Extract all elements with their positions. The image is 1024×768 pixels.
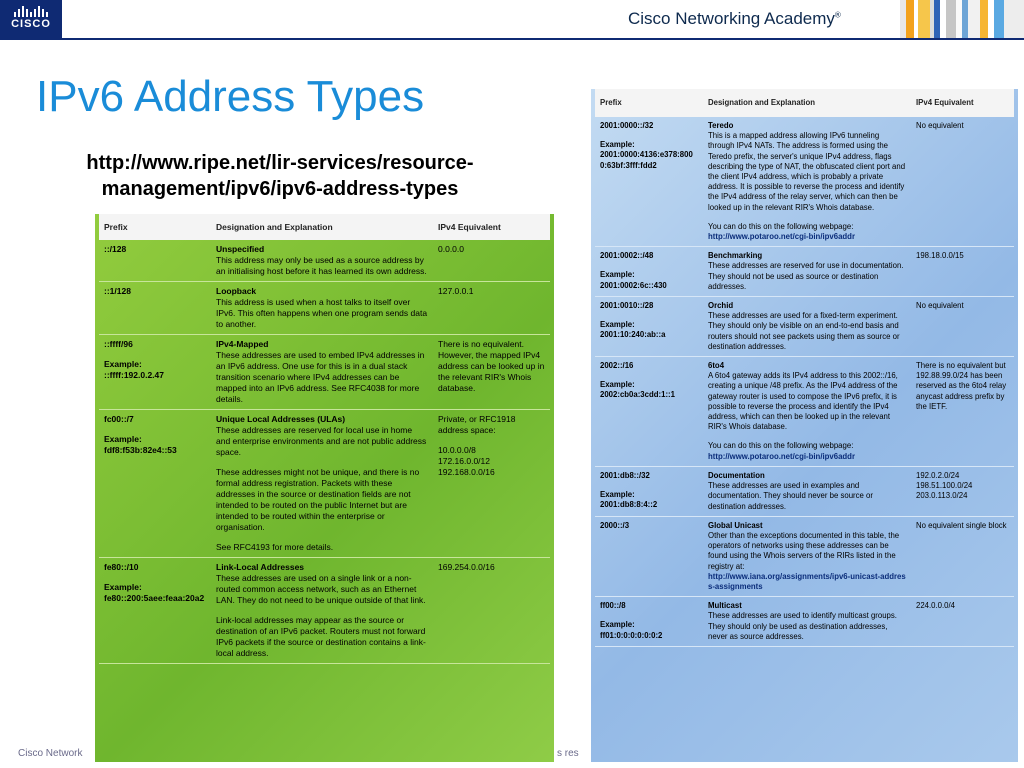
ipv4-cell: [433, 282, 550, 334]
example-label: Example:: [600, 490, 635, 500]
ipv4-equivalent: There is no equivalent but 192.88.99.0/24 has been reserved as the 6to4 relay anycast address prefix by the IETF.: [916, 361, 1007, 411]
designation-cell: [703, 517, 911, 596]
header-bar: [0, 0, 1024, 40]
designation-text: Other than the exceptions documented in this table, the operators of networks using these addresses can be found using the Whois servers of the RIRs listed in the registry at:: [708, 530, 900, 571]
designation-text: These addresses are reserved for use in documentation. They should not be used as source or destination addresses.: [708, 261, 904, 291]
designation-name: IPv4-Mapped: [216, 339, 269, 349]
prefix: 2001:0002::/48: [600, 251, 654, 261]
designation-name: Documentation: [708, 470, 765, 480]
table-row: [595, 357, 1014, 467]
header-prefix: Prefix: [600, 97, 622, 107]
designation-cell: [211, 410, 433, 557]
ipv4-equivalent: 0.0.0.0: [438, 244, 464, 254]
prefix: ff00::/8: [600, 601, 626, 611]
designation-note: You can do this on the following webpage:: [708, 441, 854, 451]
prefix-cell: [595, 297, 703, 356]
table-row: [99, 240, 550, 282]
table-row: [99, 558, 550, 664]
designation-cell: [211, 335, 433, 409]
designation-text: A 6to4 gateway adds its IPv4 address to this 2002::/16, creating a unique /48 prefix. As the IPv4 address of the gateway router is used to compose the IPv6 prefix, it is possible to reverse the process and identify the IPv4 address, which can then be looked up in the relevant RIR's Whois database.: [708, 371, 898, 432]
ipv4-cell: [911, 517, 1014, 596]
prefix: 2001:0000::/32: [600, 121, 654, 130]
example-label: Example:: [600, 320, 635, 330]
ipv4-cell: [911, 357, 1014, 466]
prefix: ::1/128: [104, 286, 131, 296]
table-row: [595, 297, 1014, 357]
address-table-right: [591, 89, 1018, 762]
ipv4-equivalent: 127.0.0.1: [438, 286, 474, 296]
ipv4-cell: [433, 410, 550, 557]
table-row: [99, 282, 550, 335]
prefix: fe80::/10: [104, 562, 139, 572]
designation-name: Unique Local Addresses (ULAs): [216, 414, 346, 424]
designation-text: These addresses are used to identify multicast groups. They should only be used as destination addresses, never as source addresses.: [708, 611, 897, 641]
designation-cell: [703, 597, 911, 646]
source-url: [28, 150, 532, 202]
cisco-bars-icon: [14, 6, 48, 18]
prefix-cell: [99, 282, 211, 334]
header-ipv4: IPv4 Equivalent: [916, 97, 974, 107]
designation-cell: [211, 240, 433, 281]
table-row: [99, 335, 550, 410]
designation-name: Global Unicast: [708, 520, 763, 530]
designation-name: Unspecified: [216, 244, 265, 254]
ipv4-equivalent: 224.0.0.0/4: [916, 601, 956, 611]
designation-name: 6to4: [708, 361, 725, 371]
address-table-left: [95, 214, 554, 762]
ipv4-cell: [433, 558, 550, 663]
example-label: Example:: [104, 582, 142, 592]
ipv4-ranges: 10.0.0.0/8 172.16.0.0/12 192.168.0.0/16: [438, 445, 495, 477]
prefix: 2001:db8::/32: [600, 470, 650, 480]
designation-cell: [211, 558, 433, 663]
designation-note: Link-local addresses may appear as the source or destination of an IPv6 packet. Routers must not forward IPv6 packets if the source or destination contains a link-local address.: [216, 615, 426, 658]
table-row: [595, 117, 1014, 247]
example-value: 2001:0002:6c::430: [600, 280, 667, 290]
ipv4-equivalent: There is no equivalent. However, the mapped IPv4 address can be looked up in the relevant RIR's Whois database.: [438, 339, 545, 393]
ipv4-equivalent: Private, or RFC1918 address space:: [438, 414, 516, 435]
source-url-line1: http://www.ripe.net/lir-services/resource-: [86, 152, 474, 174]
designation-text: This address is used when a host talks to itself over IPv6. This often happens when one program sends data to another.: [216, 297, 428, 329]
table-header: [99, 214, 550, 240]
header-designation: Designation and Explanation: [708, 97, 816, 107]
designation-text: These addresses are used for a fixed-term experiment. They should only be visible on an end-to-end basis and routers should not see packets using them as source or destination addresses.: [708, 311, 900, 351]
footer-left: Cisco Network: [18, 748, 83, 759]
prefix: 2001:0010::/28: [600, 301, 654, 311]
ipv4-cell: [911, 117, 1014, 246]
ipv4-cell: [911, 247, 1014, 296]
source-url-line2: management/ipv6/ipv6-address-types: [101, 178, 459, 200]
designation-name: Multicast: [708, 601, 742, 611]
ipv4-cell: [911, 597, 1014, 646]
example-value: ff01:0:0:0:0:0:0:2: [600, 630, 663, 640]
table-row: [595, 597, 1014, 647]
designation-cell: [211, 282, 433, 334]
table-row: [595, 247, 1014, 297]
prefix-cell: [595, 517, 703, 596]
ipv4-equivalent: 169.254.0.0/16: [438, 562, 495, 572]
designation-text: These addresses are used to embed IPv4 addresses in an IPv6 address. One use for this is in a dual stack transition scenario where IPv4 addresses can be mapped into an IPv6 address. See RFC4038 for more details.: [216, 350, 425, 404]
ipv4-cell: [433, 240, 550, 281]
designation-text: These addresses are used in examples and documentation. They should never be source or destination addresses.: [708, 481, 873, 511]
prefix-cell: [595, 247, 703, 296]
header-prefix: Prefix: [104, 221, 128, 232]
page-title: IPv6 Address Types: [36, 72, 425, 121]
example-value: ::ffff:192.0.2.47: [104, 370, 164, 380]
designation-name: Orchid: [708, 301, 734, 311]
ipv4-cell: [911, 297, 1014, 356]
example-label: Example:: [600, 140, 635, 150]
trademark: ®: [834, 10, 841, 20]
table-header: [595, 89, 1014, 117]
ipv4-equivalent: No equivalent: [916, 301, 964, 311]
example-value: fe80::200:5aee:feaa:20a2: [104, 593, 205, 603]
example-value: 2001:10:240:ab::a: [600, 330, 666, 340]
prefix: 2000::/3: [600, 520, 630, 530]
prefix-cell: [99, 558, 211, 663]
example-label: Example:: [600, 380, 635, 390]
table-row: [595, 467, 1014, 517]
header-ipv4: IPv4 Equivalent: [438, 221, 501, 232]
designation-cell: [703, 357, 911, 466]
designation-cell: [703, 247, 911, 296]
decorative-stripe: [900, 0, 1024, 38]
designation-note: You can do this on the following webpage:: [708, 221, 854, 231]
program-title: Cisco Networking Academy®: [628, 9, 841, 28]
example-label: Example:: [600, 620, 635, 630]
designation-text: These addresses are used on a single link or a non-routed common access network, such as an Ethernet LAN. They do not need to be unique outside of that link.: [216, 573, 426, 605]
example-label: Example:: [600, 270, 635, 280]
prefix-cell: [595, 357, 703, 466]
footer-right: s res: [557, 748, 579, 759]
example-value: fdf8:f53b:82e4::53: [104, 445, 177, 455]
example-label: Example:: [104, 359, 142, 369]
ipv4-equivalent: No equivalent: [916, 121, 964, 130]
prefix-cell: [99, 410, 211, 557]
reference-link[interactable]: http://www.potaroo.net/cgi-bin/ipv6addr: [708, 451, 855, 461]
designation-name: Link-Local Addresses: [216, 562, 305, 572]
prefix: ::ffff/96: [104, 339, 133, 349]
designation-note-2: See RFC4193 for more details.: [216, 542, 334, 552]
ipv4-cell: [433, 335, 550, 409]
table-row: [595, 517, 1014, 597]
ipv4-equivalent: 198.18.0.0/15: [916, 251, 964, 261]
designation-cell: [703, 467, 911, 516]
ipv4-equivalent: No equivalent single block: [916, 520, 1007, 530]
designation-note: These addresses might not be unique, and there is no formal address registration. Packets with these addresses in the source or destination fields are not intended to be routed on the public Internet but are intended to be routed within the enterprise or organisation.: [216, 467, 420, 532]
designation-cell: [703, 297, 911, 356]
prefix: ::/128: [104, 244, 127, 254]
designation-cell: [703, 117, 911, 246]
example-label: Example:: [104, 434, 142, 444]
header-rule: [0, 38, 1024, 40]
prefix-cell: [99, 240, 211, 281]
designation-text: This address may only be used as a source address by an initialising host before it has learned its own address.: [216, 255, 427, 276]
prefix-cell: [99, 335, 211, 409]
designation-name: Teredo: [708, 121, 734, 130]
designation-name: Benchmarking: [708, 251, 763, 261]
ipv4-cell: [911, 467, 1014, 516]
example-value: 2001:db8:8:4::2: [600, 500, 658, 510]
prefix: 2002::/16: [600, 361, 634, 371]
designation-text: These addresses are reserved for local use in home and enterprise environments and are not public address space.: [216, 425, 427, 457]
table-row: [99, 410, 550, 558]
designation-name: Loopback: [216, 286, 257, 296]
logo-text: CISCO: [11, 18, 51, 30]
header-designation: Designation and Explanation: [216, 221, 333, 232]
prefix: fc00::/7: [104, 414, 134, 424]
ipv4-equivalent: 192.0.2.0/24 198.51.100.0/24 203.0.113.0/24: [916, 470, 973, 501]
prefix-cell: [595, 597, 703, 646]
reference-link[interactable]: http://www.potaroo.net/cgi-bin/ipv6addr: [708, 232, 855, 242]
cisco-logo: [0, 0, 62, 38]
example-value: 2002:cb0a:3cdd:1::1: [600, 390, 675, 400]
prefix-cell: [595, 467, 703, 516]
prefix-cell: [595, 117, 703, 246]
designation-text: This is a mapped address allowing IPv6 tunneling through IPv4 NATs. The address is formed using the Teredo prefix, the server's unique IPv4 address, flags describing the type of NAT, the obfuscated client port and the client IPv4 address, which is probably a private address. It is possible to reverse the process and identify the IPv4 address of the relay server, which can then be looked up in the relevant RIR's Whois database.: [708, 131, 906, 212]
example-value: 2001:0000:4136:e378:8000:63bf:3fff:fdd2: [600, 150, 693, 170]
reference-link[interactable]: http://www.iana.org/assignments/ipv6-unicast-address-assignments: [708, 571, 906, 591]
